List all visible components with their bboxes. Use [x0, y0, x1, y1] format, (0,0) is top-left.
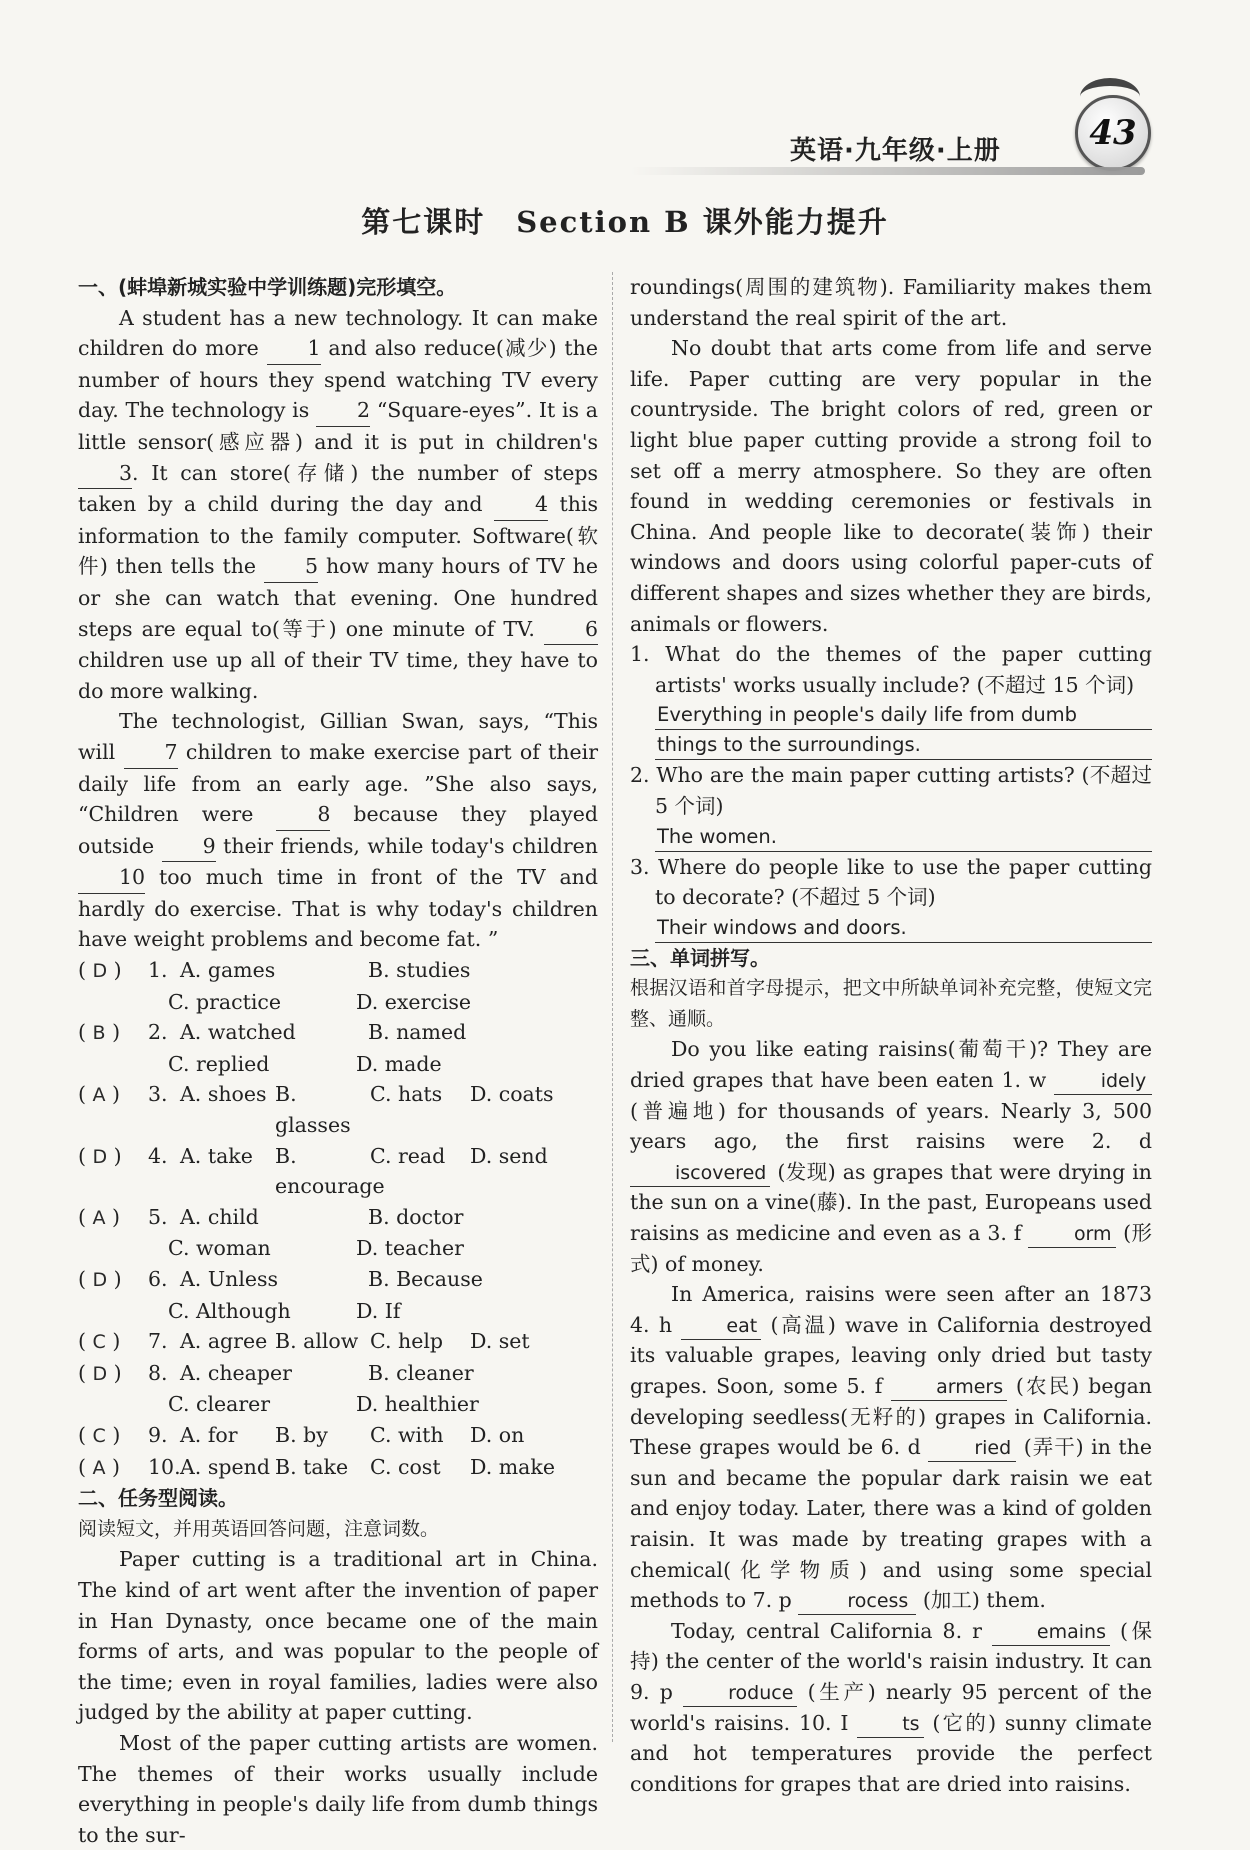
cloze-text: children to make exercise part of their daily life from an early age. ”She also says, “Children were [78, 739, 598, 827]
cloze-paragraph-2 [78, 706, 598, 955]
cloze-blank: 5 [264, 551, 318, 583]
option-b: B. by [275, 1422, 328, 1447]
cloze-blank: 6 [544, 614, 598, 646]
spelling-answer: roduce [683, 1680, 797, 1707]
option-a: A. agree [180, 1329, 268, 1354]
answer-bracket: ( D ) [78, 1264, 148, 1296]
spelling-text: (形式) of money. [630, 1221, 1152, 1276]
cloze-blank: 2 [316, 395, 370, 427]
spelling-answer: eat [681, 1313, 761, 1340]
question-number: 8. [148, 1360, 168, 1385]
option-row [78, 1358, 598, 1390]
option-d: D. made [356, 1051, 442, 1076]
option-row [78, 1233, 598, 1264]
option-a: A. take [180, 1143, 253, 1168]
spelling-paragraph-1 [630, 1034, 1152, 1279]
spelling-answer: orm [1028, 1221, 1116, 1248]
section2-heading: 二、任务型阅读。 [78, 1486, 238, 1511]
answer-bracket: ( C ) [78, 1326, 148, 1358]
cloze-text: this information to the family computer. Software(软件) then tells the [78, 492, 598, 579]
book-header-title: 英语·九年级·上册 [790, 136, 1001, 166]
chosen-answer: C [92, 1424, 106, 1447]
answer-1-line-2: things to the surroundings. [655, 730, 1152, 760]
page-number: 43 [1089, 113, 1137, 153]
option-d: D. set [470, 1329, 530, 1354]
question-3: 3. Where do people like to use the paper cutting to decorate? (不超过 5 个词) [630, 854, 1152, 910]
answer-bracket: ( B ) [78, 1017, 148, 1049]
chosen-answer: D [92, 1145, 108, 1168]
reading-paragraph-1: Paper cutting is a traditional art in China. The kind of art went after the invention of paper in Han Dynasty, once became one of the main forms of arts, and was popular to the people of the time; even in royal families, ladies were also judged by the ability at paper cutting. [78, 1547, 598, 1725]
cloze-blank: 7 [124, 737, 178, 769]
spelling-text: (普遍地) for thousands of years. Nearly 3, 500 years ago, the first raisins were 2. d [630, 1098, 1152, 1154]
option-c: C. cost [370, 1454, 441, 1479]
question-number: 1. [148, 958, 168, 983]
option-a: A. watched [180, 1020, 296, 1045]
option-c: C. hats [370, 1082, 443, 1107]
option-indent [78, 1049, 168, 1080]
question-number: 6. [148, 1267, 168, 1291]
cloze-text: how many hours of TV he or she can watch that evening. One hundred steps are equal to(等于) one minute of TV. [78, 554, 598, 641]
option-d: D. send [470, 1143, 548, 1168]
section3-instruction: 根据汉语和首字母提示，把文中所缺单词补充完整，使短文完整、通顺。 [630, 977, 1152, 1030]
option-row [78, 1326, 598, 1358]
answer-bracket: ( D ) [78, 955, 148, 987]
chosen-answer: C [92, 1331, 106, 1354]
spelling-text: (高温) wave in California destroyed its valuable grapes, leaving only dried but tasty grapes. Soon, some 5. f [630, 1312, 1152, 1398]
cloze-blank: 1 [267, 333, 321, 365]
cloze-blank: 3 [78, 458, 132, 490]
option-row [78, 1202, 598, 1234]
chosen-answer: B [92, 1022, 106, 1045]
column-divider [612, 272, 613, 1742]
cloze-text: too much time in front of the TV and hardly do exercise. That is why today's children have weight problems and become fat. ” [78, 865, 598, 952]
spelling-answer: idely [1054, 1068, 1152, 1095]
option-row [78, 1141, 598, 1202]
option-c: C. with [370, 1422, 444, 1447]
answer-bracket: ( A ) [78, 1202, 148, 1234]
spelling-text: (农民) began developing seedless(无籽的) grapes in California. These grapes would be 6. d [630, 1374, 1152, 1460]
option-d: D. healthier [356, 1392, 479, 1417]
cloze-text: and also reduce(减少) the number of hours they spend watching TV every day. The technology is [78, 336, 598, 423]
section2-instruction: 阅读短文，并用英语回答问题，注意词数。 [78, 1517, 440, 1540]
right-column [630, 272, 1152, 1799]
option-b: B. named [368, 1020, 467, 1045]
answer-1-line-1: Everything in people's daily life from dumb [655, 700, 1152, 730]
option-d: D. on [470, 1422, 525, 1447]
question-2: 2. Who are the main paper cutting artists? (不超过 5 个词) [630, 763, 1152, 818]
option-c: C. clearer [168, 1392, 271, 1417]
question-number: 3. [148, 1082, 168, 1107]
cloze-text: because they played outside [78, 802, 598, 858]
option-d: D. make [470, 1454, 555, 1479]
cloze-blank: 4 [494, 489, 548, 521]
question-number: 9. [148, 1422, 168, 1447]
cloze-text: . It can store(存储) the number of steps taken by a child during the day and [78, 460, 598, 517]
option-a: A. child [180, 1204, 259, 1229]
cloze-paragraph-1 [78, 303, 598, 707]
spelling-paragraph-3 [630, 1616, 1152, 1800]
left-column [78, 272, 598, 1850]
option-b: B. glasses [275, 1082, 351, 1138]
option-c: C. help [370, 1329, 444, 1354]
spelling-answer: emains [992, 1619, 1110, 1646]
page-number-badge [1075, 95, 1151, 171]
cloze-text: their friends, while today's children [215, 833, 598, 858]
answer-bracket: ( D ) [78, 1141, 148, 1202]
option-b: B. cleaner [368, 1360, 474, 1385]
question-1: 1. What do the themes of the paper cutting artists' works usually include? (不超过 15 个词) [630, 642, 1152, 697]
option-d: D. coats [470, 1082, 554, 1107]
option-b: B. allow [275, 1329, 359, 1354]
lesson-title: 第七课时 Section B 课外能力提升 [361, 205, 889, 239]
option-a: A. spend [180, 1454, 270, 1479]
chosen-answer: D [92, 1362, 108, 1385]
spelling-text: (保持) the center of the world's raisin industry. It can 9. p [630, 1618, 1152, 1704]
option-c: C. replied [168, 1051, 270, 1076]
reading-paragraph-2a: Most of the paper cutting artists are women. The themes of their works usually include everything in people's daily life from dumb things to the sur- [78, 1730, 598, 1847]
cloze-text: The technologist, Gillian Swan, says, “This will [78, 709, 598, 764]
option-b: B. take [275, 1454, 349, 1479]
option-a: A. games [180, 958, 276, 983]
option-c: C. read [370, 1143, 446, 1168]
spelling-text: (生产) nearly 95 percent of the world's raisins. 10. I [630, 1679, 1152, 1735]
option-c: C. practice [168, 989, 282, 1014]
option-c: C. Although [168, 1298, 291, 1323]
option-a: A. for [180, 1422, 238, 1447]
chosen-answer: A [92, 1206, 106, 1229]
option-row [78, 1389, 598, 1420]
option-b: B. studies [368, 958, 471, 983]
header-divider [630, 167, 1145, 175]
option-a: A. shoes [180, 1082, 267, 1107]
option-row [78, 955, 598, 987]
question-number: 7. [148, 1329, 168, 1354]
question-number: 4. [148, 1143, 168, 1168]
spelling-text: (弄干) in the sun and became the popular dark raisin we eat and enjoy today. Later, there was a kind of golden raisin. It was made by treating grapes with a chemical(化学物质) and using some special methods to 7. p [630, 1435, 1152, 1613]
option-row [78, 1420, 598, 1452]
option-d: D. exercise [356, 989, 472, 1014]
reading-paragraph-2b: roundings(周围的建筑物). Familiarity makes them understand the real spirit of the art. [630, 275, 1152, 330]
spelling-text: Do you like eating raisins(葡萄干)? They are dried grapes that have been eaten 1. w [630, 1037, 1152, 1093]
section1-heading: 一、(蚌埠新城实验中学训练题)完形填空。 [78, 275, 457, 299]
option-b: B. Because [368, 1267, 483, 1291]
spelling-answer: armers [891, 1374, 1007, 1401]
option-c: C. woman [168, 1236, 271, 1261]
spelling-answer: iscovered [630, 1160, 770, 1187]
spelling-text: Today, central California 8. r [671, 1618, 982, 1643]
answer-2: The women. [655, 822, 1152, 852]
spelling-text: (发现) as grapes that were drying in the sun on a vine(藤). In the past, Europeans used raisins as medicine and even as a 3. f [630, 1159, 1152, 1246]
answer-bracket: ( C ) [78, 1420, 148, 1452]
option-row [78, 1049, 598, 1080]
reading-paragraph-3: No doubt that arts come from life and serve life. Paper cutting are very popular in the countryside. The bright colors of red, green or light blue paper cutting provide a strong foil to set off a merry atmosphere. So they are often found in wedding ceremonies or festivals in China. And people like to decorate(装饰) their windows and doors using colorful paper-cuts of different shapes and sizes whether they are birds, animals or flowers. [630, 336, 1152, 636]
option-b: B. doctor [368, 1204, 464, 1229]
chosen-answer: A [92, 1456, 106, 1479]
answer-bracket: ( A ) [78, 1079, 148, 1140]
option-row [78, 987, 598, 1018]
spelling-text: (加工) them. [922, 1588, 1046, 1613]
spelling-answer: rocess [798, 1588, 916, 1615]
answer-3: Their windows and doors. [655, 913, 1152, 943]
option-b: B. encourage [275, 1143, 385, 1199]
question-number: 10. [148, 1454, 181, 1479]
option-row [78, 1017, 598, 1049]
answer-bracket: ( D ) [78, 1358, 148, 1390]
option-a: A. cheaper [180, 1360, 292, 1385]
option-indent [78, 1233, 168, 1264]
cloze-text: A student has a new technology. It can make children do more [78, 305, 598, 361]
cloze-options [78, 955, 598, 1483]
chosen-answer: D [92, 960, 108, 983]
question-number: 5. [148, 1204, 168, 1229]
spelling-paragraph-2 [630, 1279, 1152, 1616]
answer-bracket: ( A ) [78, 1452, 148, 1484]
cloze-blank: 9 [162, 831, 216, 863]
option-row [78, 1452, 598, 1484]
option-indent [78, 1389, 168, 1420]
option-a: A. Unless [180, 1267, 279, 1291]
cloze-text: children use up all of their TV time, they have to do more walking. [78, 648, 598, 703]
option-indent [78, 987, 168, 1018]
question-number: 2. [148, 1020, 168, 1045]
section3-heading: 三、单词拼写。 [630, 945, 770, 970]
chosen-answer: A [92, 1084, 106, 1107]
option-row [78, 1296, 598, 1327]
spelling-answer: ts [857, 1711, 923, 1738]
option-indent [78, 1296, 168, 1327]
option-d: D. teacher [356, 1236, 464, 1261]
chosen-answer: D [92, 1269, 108, 1291]
spelling-text: (它的) sunny climate and hot temperatures provide the perfect conditions for grapes that are dried into raisins. [630, 1710, 1152, 1796]
cloze-blank: 8 [276, 799, 330, 831]
cloze-blank: 10 [78, 862, 145, 894]
spelling-answer: ried [928, 1435, 1016, 1462]
option-row [78, 1079, 598, 1140]
cloze-text: “Square-eyes”. It is a little sensor(感应器) and it is put in children's [78, 398, 598, 454]
spelling-text: In America, raisins were seen after an 1873 4. h [630, 1282, 1152, 1337]
option-d: D. If [356, 1298, 401, 1323]
option-row [78, 1264, 598, 1296]
